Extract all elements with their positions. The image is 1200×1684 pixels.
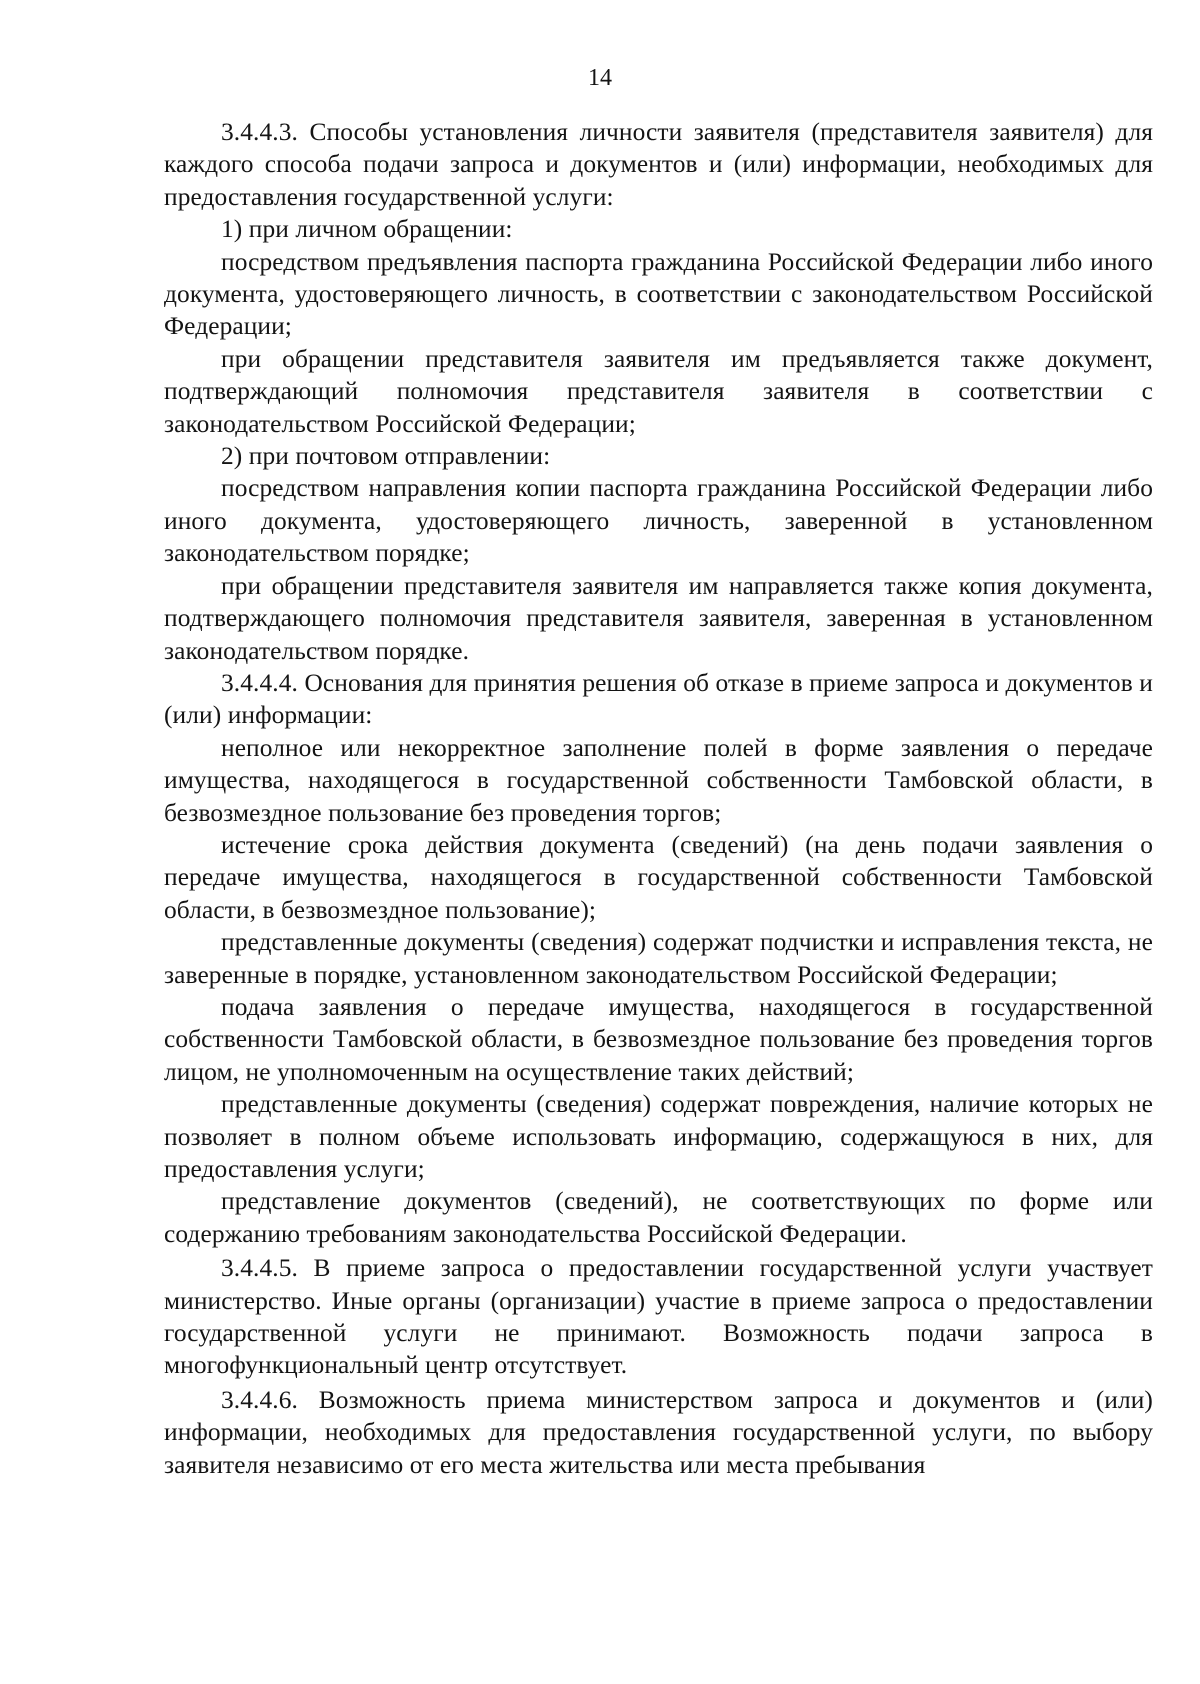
- paragraph-passport-presentation: посредством предъявления паспорта гражданина Российской Федерации либо иного документа, удостоверяющего личность, в соответствии с законодательством Российской Федерации;: [164, 247, 1153, 341]
- paragraph-representative-copy: при обращении представителя заявителя им направляется также копия документа, подтверждающего полномочия представителя заявителя, заверенная в установленном законодательством порядке.: [164, 571, 1153, 665]
- refusal-ground-expired-document: истечение срока действия документа (сведений) (на день подачи заявления о передаче имущества, находящегося в государственной собственности Тамбовской области, в безвозмездное пользование);: [164, 830, 1153, 924]
- paragraph-passport-copy: посредством направления копии паспорта гражданина Российской Федерации либо иного документа, удостоверяющего личность, заверенной в установленном законодательством порядке;: [164, 474, 1153, 568]
- refusal-ground-nonconforming-documents: представление документов (сведений), не соответствующих по форме или содержанию требованиям законодательства Российской Федерации.: [164, 1187, 1153, 1248]
- refusal-ground-incomplete-form: неполное или некорректное заполнение полей в форме заявления о передаче имущества, находящегося в государственной собственности Тамбовской области, в безвозмездное пользование без проведения торгов;: [164, 733, 1153, 827]
- paragraph-3-4-4-4: 3.4.4.4. Основания для принятия решения об отказе в приеме запроса и документов и (или) информации:: [164, 668, 1153, 730]
- body-text: [164, 116, 1153, 1481]
- page-number: 14: [588, 65, 612, 91]
- refusal-ground-erasures: представленные документы (сведения) содержат подчистки и исправления текста, не заверенные в порядке, установленном законодательством Российской Федерации;: [164, 928, 1153, 989]
- refusal-ground-damaged-documents: представленные документы (сведения) содержат повреждения, наличие которых не позволяет в полном объеме использовать информацию, содержащуюся в них, для предоставления услуги;: [164, 1090, 1153, 1183]
- list-item-personal-visit: 1) при личном обращении:: [221, 215, 513, 244]
- paragraph-3-4-4-3: 3.4.4.3. Способы установления личности заявителя (представителя заявителя) для каждого способа подачи запроса и документов и (или) информации, необходимых для предоставления государственной услуги:: [164, 118, 1153, 211]
- paragraph-representative-document: при обращении представителя заявителя им предъявляется также документ, подтверждающий полномочия представителя заявителя в соответствии с законодательством Российской Федерации;: [164, 344, 1153, 438]
- refusal-ground-unauthorized-person: подача заявления о передаче имущества, находящегося в государственной собственности Тамбовской области, в безвозмездное пользование без проведения торгов лицом, не уполномоченным на осуществление таких действий;: [164, 992, 1153, 1086]
- paragraph-3-4-4-5: 3.4.4.5. В приеме запроса о предоставлении государственной услуги участвует министерство. Иные органы (организации) участие в приеме запроса о предоставлении государственной услуги не принимают. Возможность подачи запроса в многофункциональный центр отсутствует.: [164, 1254, 1153, 1380]
- paragraph-3-4-4-6: 3.4.4.6. Возможность приема министерством запроса и документов и (или) информации, необходимых для предоставления государственной услуги, по выбору заявителя независимо от его места жительства или места пребывания: [164, 1385, 1153, 1479]
- list-item-postal-sending: 2) при почтовом отправлении:: [221, 442, 551, 471]
